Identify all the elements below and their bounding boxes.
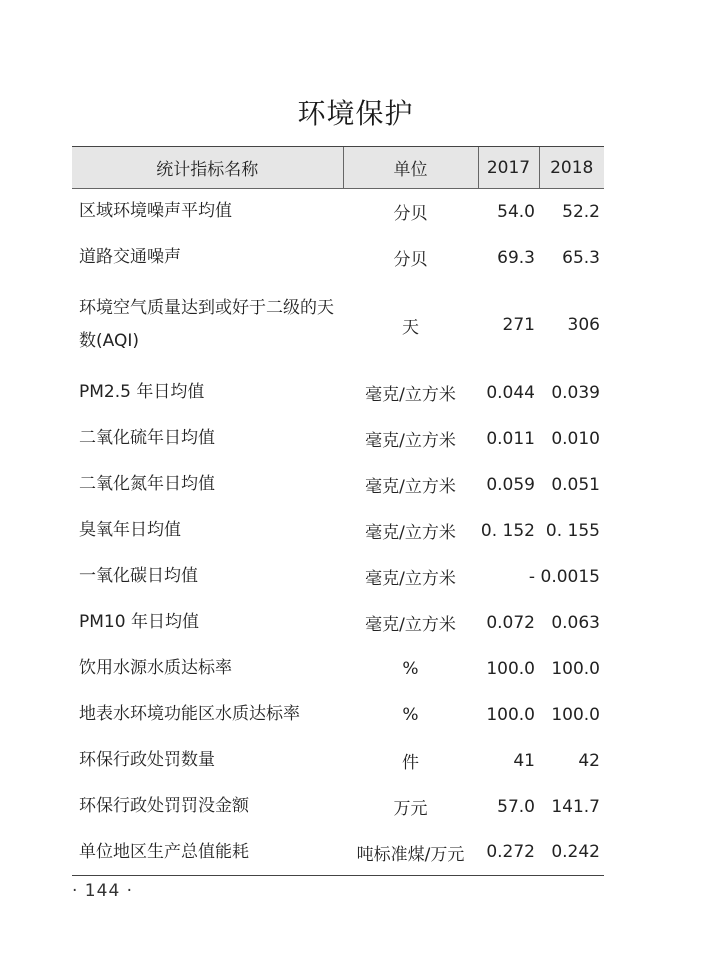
value-2017: 0.072 [486, 612, 535, 633]
table-row [72, 281, 604, 370]
table-row [72, 554, 604, 600]
table-row [72, 830, 604, 876]
indicator-name: 单位地区生产总值能耗 [72, 830, 343, 876]
header-row [72, 147, 604, 189]
unit-cell: 分贝 [393, 250, 428, 270]
indicator-name: PM10 年日均值 [79, 612, 199, 632]
indicator-name: 环保行政处罚数量 [79, 750, 215, 770]
value-2017: 54.0 [497, 201, 535, 222]
indicator-name: 二氧化氮年日均值 [79, 474, 215, 494]
indicator-name: 环保行政处罚罚没金额 [79, 796, 249, 816]
value-2017: 0.059 [486, 474, 535, 495]
value-2018: 52.2 [562, 201, 600, 222]
header-year-2018: 2018 [539, 147, 604, 189]
table-header [72, 147, 604, 189]
table-row [72, 416, 604, 462]
value-2018: 0.063 [551, 612, 600, 633]
unit-cell: 毫克/立方米 [365, 477, 456, 497]
header-year-2017: 2017 [478, 147, 539, 189]
table-row [72, 784, 604, 830]
statistics-table [72, 146, 604, 876]
table-row [72, 235, 604, 281]
indicator-name: 地表水环境功能区水质达标率 [79, 704, 300, 724]
value-2018: 306 [567, 315, 600, 335]
value-2018: 65.3 [562, 247, 600, 268]
header-indicator-name: 统计指标名称 [72, 147, 343, 189]
indicator-name: 二氧化硫年日均值 [79, 428, 215, 448]
table-body [72, 189, 604, 876]
unit-cell: % [402, 658, 419, 679]
value-2017: 69.3 [497, 247, 535, 268]
table-row [72, 600, 604, 646]
value-2018: 0.039 [551, 382, 600, 403]
page-number: · 144 · [72, 881, 134, 901]
unit-cell: 分贝 [393, 204, 428, 225]
value-2017: - [528, 566, 535, 587]
table-row [72, 692, 604, 738]
table-row [72, 508, 604, 554]
value-2018: 0.0015 [540, 566, 600, 587]
value-2018: 100.0 [551, 704, 600, 725]
value-2017: 0.011 [486, 428, 535, 449]
page-title: 环境保护 [297, 97, 414, 130]
unit-cell: 万元 [393, 799, 428, 819]
value-2018: 0. 155 [545, 520, 600, 541]
value-2017: 0. 152 [480, 520, 535, 541]
value-2018: 100.0 [551, 658, 600, 679]
table-row [72, 462, 604, 508]
unit-cell: 毫克/立方米 [365, 569, 456, 589]
value-2017: 57.0 [497, 796, 535, 817]
value-2017: 41 [513, 750, 535, 771]
unit-cell: 吨标准煤/万元 [343, 830, 478, 876]
indicator-name: 臭氧年日均值 [79, 520, 181, 540]
value-2017: 271 [502, 315, 535, 335]
unit-cell: % [402, 704, 419, 725]
unit-cell: 毫克/立方米 [365, 385, 456, 405]
header-unit: 单位 [343, 147, 478, 189]
value-2017: 0.272 [478, 830, 539, 876]
value-2018: 42 [578, 750, 600, 771]
value-2017: 100.0 [486, 704, 535, 725]
unit-cell: 天 [402, 317, 419, 338]
value-2017: 100.0 [486, 658, 535, 679]
indicator-name: 环境空气质量达到或好于二级的天数(AQI) [79, 298, 334, 351]
indicator-name: PM2.5 年日均值 [79, 382, 205, 402]
unit-cell: 毫克/立方米 [365, 615, 456, 635]
unit-cell: 件 [402, 753, 419, 773]
value-2018: 0.242 [539, 830, 604, 876]
table-row [72, 370, 604, 416]
value-2017: 0.044 [486, 382, 535, 403]
table-row [72, 738, 604, 784]
unit-cell: 毫克/立方米 [365, 431, 456, 451]
indicator-name: 饮用水源水质达标率 [79, 658, 232, 678]
table-row [72, 189, 604, 235]
value-2018: 0.051 [551, 474, 600, 495]
indicator-name: 一氧化碳日均值 [79, 566, 198, 586]
indicator-name: 区域环境噪声平均值 [79, 201, 232, 222]
value-2018: 141.7 [551, 796, 600, 817]
indicator-name: 道路交通噪声 [79, 247, 181, 267]
value-2018: 0.010 [551, 428, 600, 449]
table-row [72, 646, 604, 692]
unit-cell: 毫克/立方米 [365, 523, 456, 543]
